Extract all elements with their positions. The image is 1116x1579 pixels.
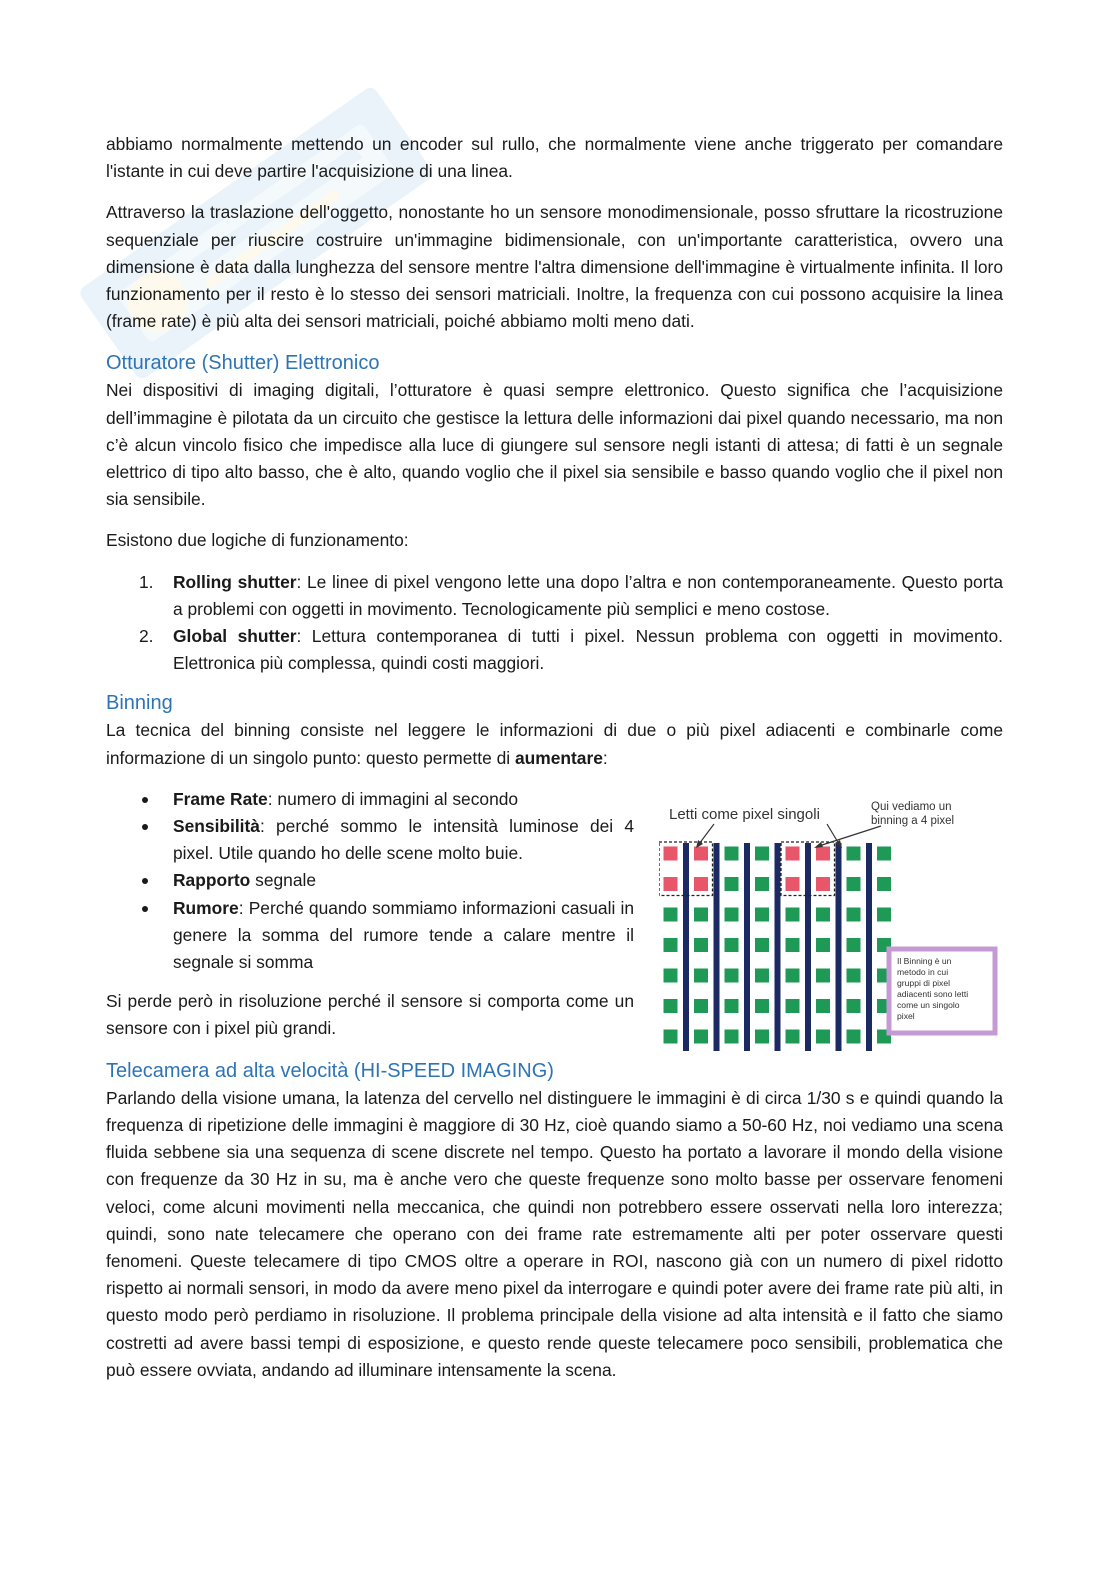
pixel [694, 937, 709, 952]
pixel [877, 846, 892, 861]
heading-binning: Binning [106, 692, 173, 715]
arrow-icon [696, 824, 881, 848]
sensor-column [744, 843, 750, 1051]
list-term: Rapporto [173, 870, 251, 891]
binning-list [106, 786, 634, 976]
pixel [724, 1029, 739, 1044]
paragraph-hispeed: Parlando della visione umana, la latenza del cervello nel distinguere le immagini è di circa 1/30 s e quindi quando la frequenza di ripetizione delle immagini è maggiore di 30 Hz, cioè quando siamo a 50-60 Hz, noi vediamo una scena fluida sebbene sia una sequenza di scene discrete nel tempo. Questo ha portato a lavorare il mondo della visione con frequenze da 30 Hz in su, ma è anche vero che queste frequenze sono molto basse per osservare fenomeni veloci, come alcuni movimenti nella meccanica, che quindi non potrebbero essere osservati nella loro interezza; quindi, sono nate telecamere che operano con dei frame rate estremamente alti per poter osservare questi fenomeni. Queste telecamere di tipo CMOS oltre a operare in ROI, nascono già con un numero di pixel ridotto rispetto ai normali sensori, in modo da avere meno pixel da interrogare e quindi poter avere dei frame rate più alti, in questo modo però perdiamo in risoluzione. Il problema principale della visione ad alta intensità e il fatto che siamo costretti ad avere bassi tempi di esposizione, e questo rende queste telecamere poco sensibili, problematica che può essere ovviata, andando ad illuminare intensamente la scena. [106, 1087, 1003, 1380]
list-item [106, 867, 634, 894]
pixel [694, 968, 709, 983]
bullet-icon [142, 878, 148, 884]
binned-pixel [694, 846, 709, 861]
list-text: : Perché quando sommiamo informazioni casuali in genere la somma del rumore tende a calare mentre il segnale si somma [173, 897, 634, 973]
pixel [724, 998, 739, 1013]
binned-pixel [816, 876, 831, 891]
document-page [106, 131, 1003, 1384]
pixel [816, 1029, 831, 1044]
pixel [846, 1029, 861, 1044]
pixel [846, 937, 861, 952]
binned-pixel [785, 846, 800, 861]
pixel [816, 937, 831, 952]
pixel [663, 1029, 678, 1044]
list-text: : Lettura contemporanea di tutti i pixel. Nessun problema con oggetti in movimento. Elettronica più complessa, quindi costi maggiori. [173, 626, 1003, 674]
pixel [663, 937, 678, 952]
pixel [724, 968, 739, 983]
sensor-column [805, 843, 811, 1051]
paragraph-binning-intro [106, 717, 1003, 771]
list-item [106, 569, 1003, 623]
pixel [755, 846, 770, 861]
note-line: adiacenti sono letti [897, 988, 969, 999]
pixel [694, 907, 709, 922]
note-line: pixel [897, 1010, 915, 1021]
bullet-icon [142, 824, 148, 830]
heading-shutter: Otturatore (Shutter) Elettronico [106, 352, 380, 375]
binned-pixel [663, 876, 678, 891]
pixel [663, 907, 678, 922]
list-term: Rumore [173, 897, 239, 918]
list-term: Rolling shutter [173, 571, 297, 592]
pixel [846, 876, 861, 891]
binning-figure [659, 796, 1004, 1051]
bullet-icon [142, 906, 148, 912]
pixel [785, 1029, 800, 1044]
pixel [816, 968, 831, 983]
paragraph-line-scan: Attraverso la traslazione dell'oggetto, nonostante ho un sensore monodimensionale, posso sfruttare la ricostruzione sequenziale per riuscire costruire un'immagine bidimensionale, con un'importante caratteristica, ovvero una dimensione è data dalla lunghezza del sensore mentre l'altra dimensione dell'immagine è virtualmente infinita. Il loro funzionamento per il resto è lo stesso dei sensori matriciali. Inoltre, la frequenza con cui possono acquisire la linea (frame rate) è più alta dei sensori matriciali, poiché abbiamo molti meno dati. [106, 202, 1003, 332]
sensor-column [683, 843, 689, 1051]
pixel [755, 1029, 770, 1044]
list-text: : perché sommo le intensità luminose dei 4 pixel. Utile quando ho delle scene molto buie. [173, 816, 634, 864]
pixel [724, 907, 739, 922]
figure-label-binning-2: binning a 4 pixel [871, 814, 955, 827]
note-line: come un singolo [897, 999, 960, 1010]
list-item [106, 623, 1003, 677]
sensor-column [836, 843, 842, 1051]
pixel [785, 907, 800, 922]
sensor-column [775, 843, 781, 1051]
paragraph-encoder: abbiamo normalmente mettendo un encoder sul rullo, che normalmente viene anche triggerato per comandare l'istante in cui deve partire l'acquisizione di una linea. [106, 134, 1003, 182]
binned-pixel [785, 876, 800, 891]
pixel [724, 876, 739, 891]
binned-pixel [816, 846, 831, 861]
binned-pixel [694, 876, 709, 891]
pixel [663, 998, 678, 1013]
binning-section [106, 786, 1003, 1043]
list-item [106, 895, 634, 977]
list-number: 1. [139, 571, 154, 592]
list-text: segnale [250, 870, 317, 891]
paragraph-binning-outro: Si perde però in risoluzione perché il sensore si comporta come un sensore con i pixel più grandi. [106, 991, 634, 1039]
note-line: Il Binning è un [897, 955, 952, 966]
pixel [846, 846, 861, 861]
binned-pixel [663, 846, 678, 861]
pixel [694, 1029, 709, 1044]
sensor-column [714, 843, 720, 1051]
bullet-icon [142, 797, 148, 803]
binning-text-column [106, 786, 634, 1043]
pixel [663, 968, 678, 983]
list-item [106, 813, 634, 867]
list-item [106, 786, 634, 813]
list-term: Sensibilità [173, 816, 260, 837]
figure-label-binning-1: Qui vediamo un [871, 800, 952, 813]
pixel [785, 937, 800, 952]
pixel [816, 998, 831, 1013]
pixel [755, 968, 770, 983]
list-term: Frame Rate [173, 788, 268, 809]
pixel [816, 907, 831, 922]
pixel [755, 937, 770, 952]
pixel [755, 998, 770, 1013]
list-number: 2. [139, 626, 154, 647]
pixel [846, 998, 861, 1013]
figure-label-single: Letti come pixel singoli [669, 805, 820, 823]
intro-end: : [602, 747, 608, 768]
pixel [724, 937, 739, 952]
sensor-column [866, 843, 872, 1051]
pixel [755, 907, 770, 922]
note-line: metodo in cui [897, 966, 949, 977]
shutter-list [106, 569, 1003, 678]
pixel [785, 998, 800, 1013]
list-term: Global shutter [173, 626, 297, 647]
paragraph-shutter-intro: Esistono due logiche di funzionamento: [106, 530, 409, 551]
intro-text: La tecnica del binning consiste nel leggere le informazioni di due o più pixel adiacenti e combinarle come informazione di un singolo punto: questo permette di [106, 720, 1003, 768]
pixel [785, 968, 800, 983]
pixel [694, 998, 709, 1013]
pixel [877, 876, 892, 891]
note-line: gruppi di pixel [897, 977, 951, 988]
list-text: : Le linee di pixel vengono lette una dopo l’altra e non contemporaneamente. Questo porta a problemi con oggetti in movimento. Tecnologicamente più semplici e meno costose. [173, 571, 1003, 619]
pixel-grid [659, 842, 892, 1051]
pixel [755, 876, 770, 891]
pixel [877, 907, 892, 922]
heading-hispeed: Telecamera ad alta velocità (HI-SPEED IMAGING) [106, 1059, 554, 1082]
intro-bold: aumentare [514, 747, 603, 768]
pixel [846, 907, 861, 922]
paragraph-shutter: Nei dispositivi di imaging digitali, l’otturatore è quasi sempre elettronico. Questo significa che l’acquisizione dell’immagine è pilotata da un circuito che gestisce la lettura delle informazioni dai pixel quando necessario, ma non c’è alcun vincolo fisico che impedisce alla luce di giungere sul sensore negli istanti di attesa; di fatti è un segnale elettrico di tipo alto basso, che è alto, quando voglio che il pixel sia sensibile e basso quando voglio che il pixel non sia sensibile. [106, 380, 1003, 510]
list-text: : numero di immagini al secondo [267, 788, 519, 809]
pixel [846, 968, 861, 983]
pixel [724, 846, 739, 861]
